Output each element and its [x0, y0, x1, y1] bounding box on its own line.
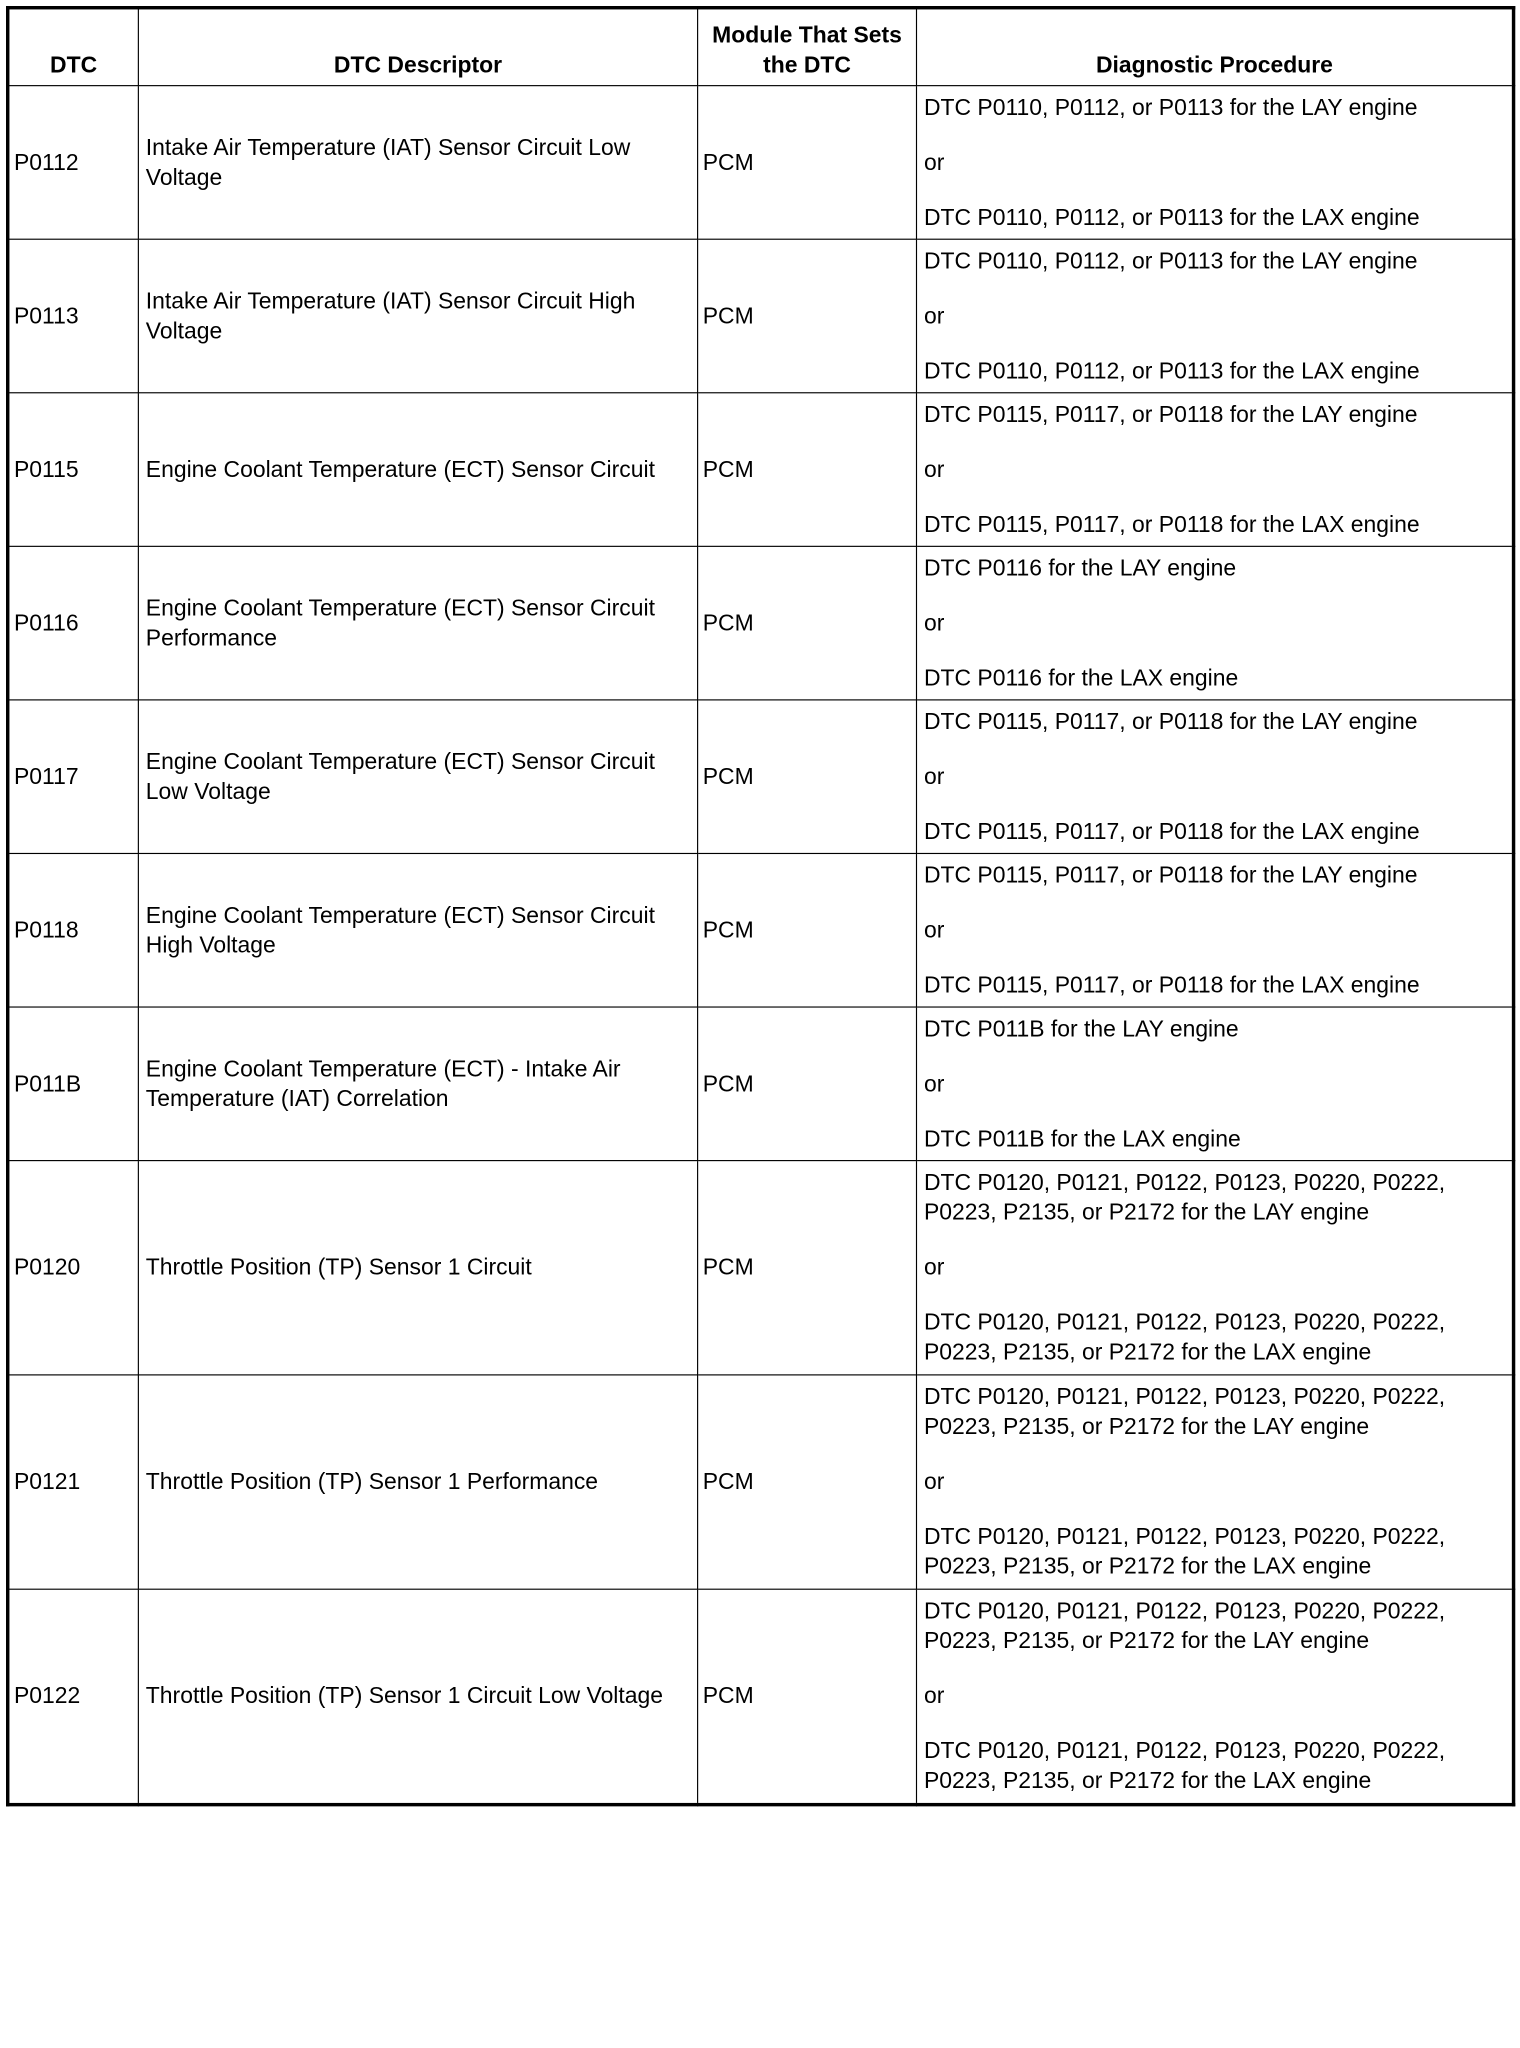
header-module: Module That Sets the DTC	[698, 8, 917, 86]
procedure-line: DTC P0115, P0117, or P0118 for the LAY engine	[923, 401, 1418, 428]
cell-procedure	[916, 546, 1513, 700]
cell-dtc: P011B	[8, 1007, 139, 1161]
cell-module: PCM	[698, 546, 917, 700]
cell-descriptor: Engine Coolant Temperature (ECT) - Intake Air Temperature (IAT) Correlation	[138, 1007, 697, 1161]
procedure-line: DTC P0120, P0121, P0122, P0123, P0220, P0222, P0223, P2135, or P2172 for the LAX engine	[923, 1310, 1446, 1366]
table-row	[8, 1161, 1514, 1375]
cell-dtc: P0121	[8, 1375, 139, 1589]
cell-dtc: P0118	[8, 853, 139, 1007]
procedure-line: DTC P0110, P0112, or P0113 for the LAY engine	[923, 248, 1418, 274]
cell-dtc: P0122	[8, 1589, 139, 1804]
procedure-or: or	[923, 1683, 945, 1709]
table-row	[8, 1375, 1514, 1589]
procedure-line: DTC P0115, P0117, or P0118 for the LAX engine	[923, 511, 1420, 538]
header-procedure: Diagnostic Procedure	[916, 8, 1513, 86]
cell-module: PCM	[698, 239, 917, 393]
procedure-line: DTC P011B for the LAY engine	[923, 1016, 1239, 1042]
cell-procedure	[916, 86, 1513, 240]
procedure-line: DTC P0110, P0112, or P0113 for the LAX engine	[923, 204, 1420, 231]
procedure-line: DTC P0115, P0117, or P0118 for the LAY engine	[923, 862, 1418, 888]
cell-dtc: P0112	[8, 86, 139, 240]
table-row	[8, 1589, 1514, 1804]
cell-procedure	[916, 1007, 1513, 1161]
cell-module: PCM	[698, 853, 917, 1007]
procedure-or: or	[923, 764, 945, 790]
procedure-line: DTC P0120, P0121, P0122, P0123, P0220, P0222, P0223, P2135, or P2172 for the LAY engine	[923, 1170, 1446, 1226]
cell-procedure	[916, 700, 1513, 854]
table-header	[8, 8, 1514, 86]
procedure-or: or	[923, 917, 945, 943]
table-row	[8, 393, 1514, 547]
cell-module: PCM	[698, 1375, 917, 1589]
cell-module: PCM	[698, 700, 917, 854]
cell-dtc: P0120	[8, 1161, 139, 1375]
cell-descriptor: Throttle Position (TP) Sensor 1 Circuit	[138, 1161, 697, 1375]
cell-descriptor: Intake Air Temperature (IAT) Sensor Circuit High Voltage	[138, 239, 697, 393]
cell-procedure	[916, 1375, 1513, 1589]
procedure-line: DTC P0120, P0121, P0122, P0123, P0220, P0222, P0223, P2135, or P2172 for the LAY engine	[923, 1384, 1446, 1440]
cell-descriptor: Engine Coolant Temperature (ECT) Sensor Circuit Low Voltage	[138, 700, 697, 854]
procedure-line: DTC P011B for the LAX engine	[923, 1126, 1241, 1152]
table-body	[8, 86, 1514, 1805]
procedure-or: or	[923, 1071, 945, 1097]
procedure-or: or	[923, 456, 945, 483]
cell-descriptor: Engine Coolant Temperature (ECT) Sensor Circuit Performance	[138, 546, 697, 700]
table-row	[8, 1007, 1514, 1161]
cell-procedure	[916, 393, 1513, 547]
table-row	[8, 853, 1514, 1007]
cell-dtc: P0117	[8, 700, 139, 854]
procedure-or: or	[923, 1255, 945, 1281]
cell-procedure	[916, 1161, 1513, 1375]
dtc-table	[6, 6, 1515, 1806]
document-page	[6, 6, 1520, 2048]
cell-dtc: P0116	[8, 546, 139, 700]
cell-descriptor: Throttle Position (TP) Sensor 1 Performance	[138, 1375, 697, 1589]
procedure-or: or	[923, 610, 945, 636]
procedure-line: DTC P0115, P0117, or P0118 for the LAX engine	[923, 972, 1420, 998]
cell-procedure	[916, 239, 1513, 393]
cell-descriptor: Engine Coolant Temperature (ECT) Sensor Circuit	[138, 393, 697, 547]
procedure-line: DTC P0110, P0112, or P0113 for the LAY engine	[923, 94, 1418, 121]
cell-dtc: P0115	[8, 393, 139, 547]
procedure-or: or	[923, 303, 945, 329]
header-descriptor: DTC Descriptor	[138, 8, 697, 86]
procedure-line: DTC P0115, P0117, or P0118 for the LAY engine	[923, 709, 1418, 735]
cell-module: PCM	[698, 86, 917, 240]
cell-module: PCM	[698, 1007, 917, 1161]
procedure-line: DTC P0110, P0112, or P0113 for the LAX engine	[923, 358, 1420, 384]
table-row	[8, 546, 1514, 700]
cell-procedure	[916, 853, 1513, 1007]
procedure-line: DTC P0120, P0121, P0122, P0123, P0220, P0222, P0223, P2135, or P2172 for the LAX engine	[923, 1738, 1446, 1794]
table-row	[8, 239, 1514, 393]
procedure-or: or	[923, 1469, 945, 1495]
cell-module: PCM	[698, 1589, 917, 1804]
header-dtc: DTC	[8, 8, 139, 86]
procedure-line: DTC P0116 for the LAY engine	[923, 555, 1237, 581]
procedure-line: DTC P0120, P0121, P0122, P0123, P0220, P0222, P0223, P2135, or P2172 for the LAX engine	[923, 1524, 1446, 1580]
procedure-line: DTC P0116 for the LAX engine	[923, 665, 1239, 691]
cell-procedure	[916, 1589, 1513, 1804]
cell-descriptor: Throttle Position (TP) Sensor 1 Circuit Low Voltage	[138, 1589, 697, 1804]
procedure-or: or	[923, 149, 945, 176]
procedure-line: DTC P0120, P0121, P0122, P0123, P0220, P0222, P0223, P2135, or P2172 for the LAY engine	[923, 1598, 1446, 1654]
cell-descriptor: Intake Air Temperature (IAT) Sensor Circuit Low Voltage	[138, 86, 697, 240]
procedure-line: DTC P0115, P0117, or P0118 for the LAX engine	[923, 819, 1420, 845]
cell-descriptor: Engine Coolant Temperature (ECT) Sensor Circuit High Voltage	[138, 853, 697, 1007]
table-row	[8, 700, 1514, 854]
cell-module: PCM	[698, 1161, 917, 1375]
table-row	[8, 86, 1514, 240]
cell-module: PCM	[698, 393, 917, 547]
cell-dtc: P0113	[8, 239, 139, 393]
